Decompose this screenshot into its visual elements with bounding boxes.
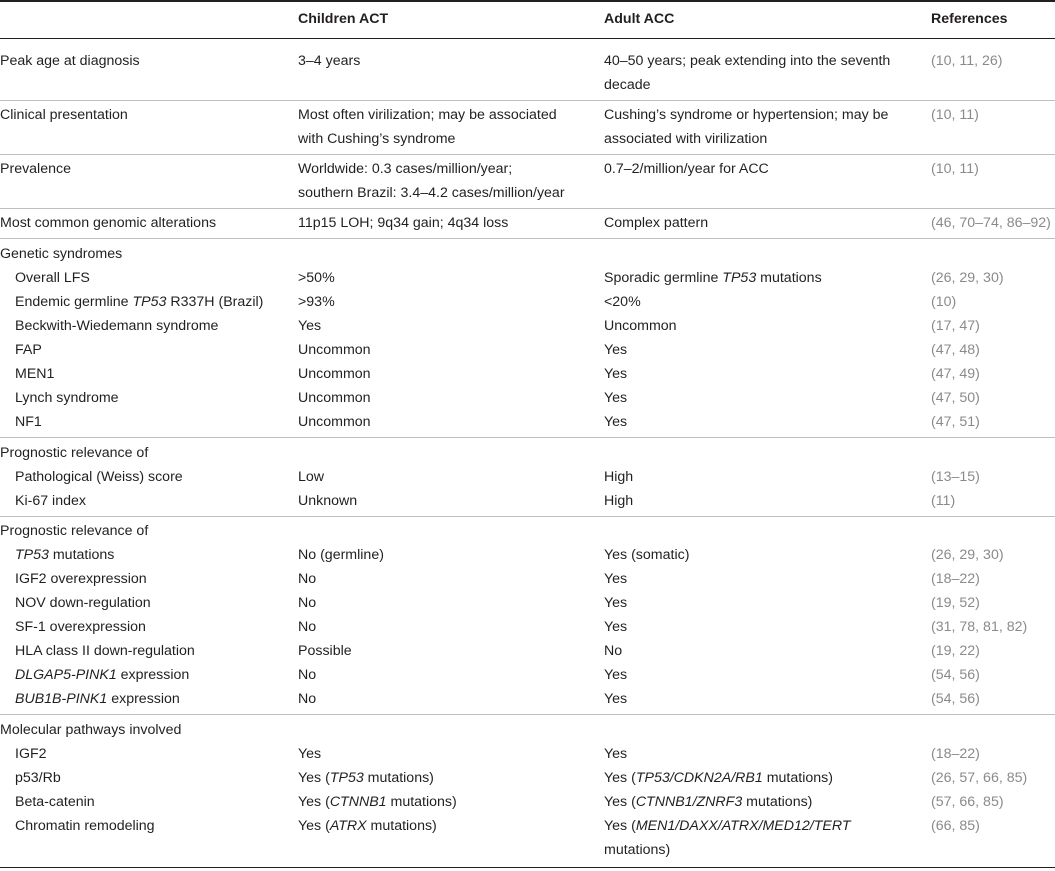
cell-adult-bub1b: Yes [604, 691, 628, 707]
cell-adult-sf1-overexpression: Yes [604, 619, 628, 635]
text-part: mutations [756, 270, 822, 286]
cell-children-clinical-line1: Most often virilization; may be associated [298, 107, 557, 123]
section-heading-molecular: Molecular pathways involved [0, 722, 182, 738]
row-divider [0, 238, 1055, 239]
row-label-dlgap5 [15, 663, 189, 687]
cell-refs-bub1b: (54, 56) [931, 691, 980, 707]
cell-refs-tp53-mutations: (26, 29, 30) [931, 547, 1004, 563]
text-part: mutations) [742, 794, 813, 810]
cell-refs-igf2-overexpression: (18–22) [931, 571, 980, 587]
gene-name: TP53 [132, 294, 167, 310]
cell-children-nov-down: No [298, 595, 317, 611]
cell-adult-nov-down: Yes [604, 595, 628, 611]
cell-adult-beta-catenin [604, 790, 812, 814]
header-adult-acc: Adult ACC [604, 11, 675, 27]
cell-children-dlgap5: No [298, 667, 317, 683]
cell-adult-peak-age-line1: 40–50 years; peak extending into the seventh [604, 53, 891, 69]
cell-refs-weiss: (13–15) [931, 469, 980, 485]
cell-adult-chromatin-line1 [604, 814, 851, 838]
cell-children-peak-age: 3–4 years [298, 53, 361, 69]
cell-refs-sf1-overexpression: (31, 78, 81, 82) [931, 619, 1028, 635]
text-part: Yes ( [604, 794, 636, 810]
gene-name: MEN1/DAXX/ATRX/MED12/TERT [635, 818, 851, 834]
cell-refs-nf1: (47, 51) [931, 414, 980, 430]
row-label-lynch: Lynch syndrome [15, 390, 119, 406]
gene-name: TP53 [15, 547, 49, 563]
text-part: Yes ( [604, 818, 636, 834]
row-label-clinical: Clinical presentation [0, 107, 128, 123]
section-heading-genetic: Genetic syndromes [0, 246, 123, 262]
row-label-men1: MEN1 [15, 366, 55, 382]
cell-children-genomic: 11p15 LOH; 9q34 gain; 4q34 loss [298, 215, 509, 231]
cell-adult-men1: Yes [604, 366, 628, 382]
row-label-p53rb: p53/Rb [15, 770, 61, 786]
cell-children-overall-lfs: >50% [298, 270, 335, 286]
cell-adult-igf2-overexpression: Yes [604, 571, 628, 587]
text-part: mutations) [366, 818, 437, 834]
row-divider [0, 208, 1055, 209]
cell-children-bub1b: No [298, 691, 317, 707]
cell-adult-clinical-line2: associated with virilization [604, 131, 768, 147]
cell-adult-p53rb [604, 766, 833, 790]
cell-adult-nf1: Yes [604, 414, 628, 430]
cell-children-nf1: Uncommon [298, 414, 371, 430]
row-divider [0, 437, 1055, 438]
cell-refs-chromatin: (66, 85) [931, 818, 980, 834]
row-label-bub1b [15, 687, 180, 711]
row-label-ki67: Ki-67 index [15, 493, 86, 509]
cell-adult-peak-age-line2: decade [604, 77, 651, 93]
row-label-igf2: IGF2 [15, 746, 47, 762]
text-part: mutations) [386, 794, 457, 810]
cell-children-prevalence-line1: Worldwide: 0.3 cases/million/year; [298, 161, 513, 177]
cell-adult-prevalence: 0.7–2/million/year for ACC [604, 161, 769, 177]
table-bottom-rule [0, 867, 1055, 868]
cell-children-p53rb [298, 766, 434, 790]
row-label-genomic: Most common genomic alterations [0, 215, 217, 231]
cell-children-igf2: Yes [298, 746, 322, 762]
cell-adult-overall-lfs [604, 266, 822, 290]
gene-name: BUB1B-PINK1 [15, 691, 108, 707]
cell-children-lynch: Uncommon [298, 390, 371, 406]
cell-adult-hla: No [604, 643, 623, 659]
cell-children-fap: Uncommon [298, 342, 371, 358]
cell-children-beta-catenin [298, 790, 457, 814]
text-part: mutations [48, 547, 115, 563]
section-heading-prognostic-1: Prognostic relevance of [0, 445, 149, 461]
cell-refs-nov-down: (19, 52) [931, 595, 980, 611]
cell-children-hla: Possible [298, 643, 352, 659]
cell-refs-endemic: (10) [931, 294, 957, 310]
header-children-act: Children ACT [298, 11, 389, 27]
header-rule [0, 38, 1055, 39]
cell-children-endemic: >93% [298, 294, 335, 310]
row-label-endemic [15, 290, 263, 314]
gene-name: TP53 [329, 770, 364, 786]
cell-refs-overall-lfs: (26, 29, 30) [931, 270, 1004, 286]
cell-refs-genomic: (46, 70–74, 86–92) [931, 215, 1051, 231]
gene-name: TP53 [722, 270, 757, 286]
cell-refs-lynch: (47, 50) [931, 390, 980, 406]
gene-name: CTNNB1/ZNRF3 [635, 794, 743, 810]
text-part: Yes ( [298, 818, 330, 834]
text-part: Yes ( [604, 770, 636, 786]
cell-adult-beckwith: Uncommon [604, 318, 677, 334]
cell-refs-peak-age: (10, 11, 26) [931, 53, 1003, 69]
text-part: mutations) [762, 770, 833, 786]
row-label-tp53-mutations [15, 543, 114, 567]
cell-children-tp53-mutations: No (germline) [298, 547, 384, 563]
row-label-fap: FAP [15, 342, 42, 358]
cell-children-prevalence-line2: southern Brazil: 3.4–4.2 cases/million/year [298, 185, 565, 201]
cell-refs-beckwith: (17, 47) [931, 318, 980, 334]
cell-adult-chromatin-line2: mutations) [604, 842, 671, 858]
gene-name: ATRX [329, 818, 367, 834]
row-divider [0, 516, 1055, 517]
cell-refs-dlgap5: (54, 56) [931, 667, 980, 683]
cell-children-clinical-line2: with Cushing’s syndrome [298, 131, 456, 147]
table-top-rule [0, 0, 1055, 2]
row-label-prevalence: Prevalence [0, 161, 71, 177]
row-label-beta-catenin: Beta-catenin [15, 794, 95, 810]
cell-children-sf1-overexpression: No [298, 619, 317, 635]
text-part: Sporadic germline [604, 270, 723, 286]
cell-refs-clinical: (10, 11) [931, 107, 979, 123]
row-label-beckwith: Beckwith-Wiedemann syndrome [15, 318, 219, 334]
text-part: expression [107, 691, 180, 707]
row-label-peak-age: Peak age at diagnosis [0, 53, 140, 69]
cell-adult-ki67: High [604, 493, 634, 509]
cell-adult-endemic: <20% [604, 294, 641, 310]
row-label-nf1: NF1 [15, 414, 42, 430]
cell-children-weiss: Low [298, 469, 325, 485]
cell-children-igf2-overexpression: No [298, 571, 317, 587]
cell-children-beckwith: Yes [298, 318, 322, 334]
row-label-igf2-overexpression: IGF2 overexpression [15, 571, 147, 587]
cell-adult-fap: Yes [604, 342, 628, 358]
text-part: mutations) [363, 770, 434, 786]
cell-refs-hla: (19, 22) [931, 643, 980, 659]
row-label-sf1-overexpression: SF-1 overexpression [15, 619, 146, 635]
text-part: expression [116, 667, 190, 683]
row-divider [0, 714, 1055, 715]
header-references: References [931, 11, 1008, 27]
cell-children-chromatin [298, 814, 437, 838]
cell-refs-p53rb: (26, 57, 66, 85) [931, 770, 1028, 786]
gene-name: TP53/CDKN2A/RB1 [635, 770, 763, 786]
text-part: Endemic germline [15, 294, 133, 310]
cell-children-ki67: Unknown [298, 493, 358, 509]
cell-adult-clinical-line1: Cushing’s syndrome or hypertension; may be [604, 107, 889, 123]
cell-adult-genomic: Complex pattern [604, 215, 709, 231]
text-part: Yes ( [298, 794, 330, 810]
cell-adult-weiss: High [604, 469, 634, 485]
row-label-weiss: Pathological (Weiss) score [15, 469, 183, 485]
section-heading-prognostic-2: Prognostic relevance of [0, 523, 149, 539]
gene-name: CTNNB1 [329, 794, 387, 810]
text-part: R337H (Brazil) [166, 294, 264, 310]
cell-refs-beta-catenin: (57, 66, 85) [931, 794, 1004, 810]
cell-adult-dlgap5: Yes [604, 667, 628, 683]
text-part: Yes ( [298, 770, 330, 786]
cell-refs-ki67: (11) [931, 493, 956, 509]
cell-adult-tp53-mutations: Yes (somatic) [604, 547, 690, 563]
cell-refs-igf2: (18–22) [931, 746, 980, 762]
cell-adult-igf2: Yes [604, 746, 628, 762]
row-divider [0, 154, 1055, 155]
row-label-chromatin: Chromatin remodeling [15, 818, 155, 834]
row-label-hla: HLA class II down-regulation [15, 643, 195, 659]
cell-adult-lynch: Yes [604, 390, 628, 406]
row-label-nov-down: NOV down-regulation [15, 595, 151, 611]
cell-children-men1: Uncommon [298, 366, 371, 382]
cell-refs-men1: (47, 49) [931, 366, 980, 382]
row-label-overall-lfs: Overall LFS [15, 270, 90, 286]
gene-name: DLGAP5-PINK1 [15, 667, 117, 683]
row-divider [0, 100, 1055, 101]
cell-refs-fap: (47, 48) [931, 342, 980, 358]
cell-refs-prevalence: (10, 11) [931, 161, 979, 177]
